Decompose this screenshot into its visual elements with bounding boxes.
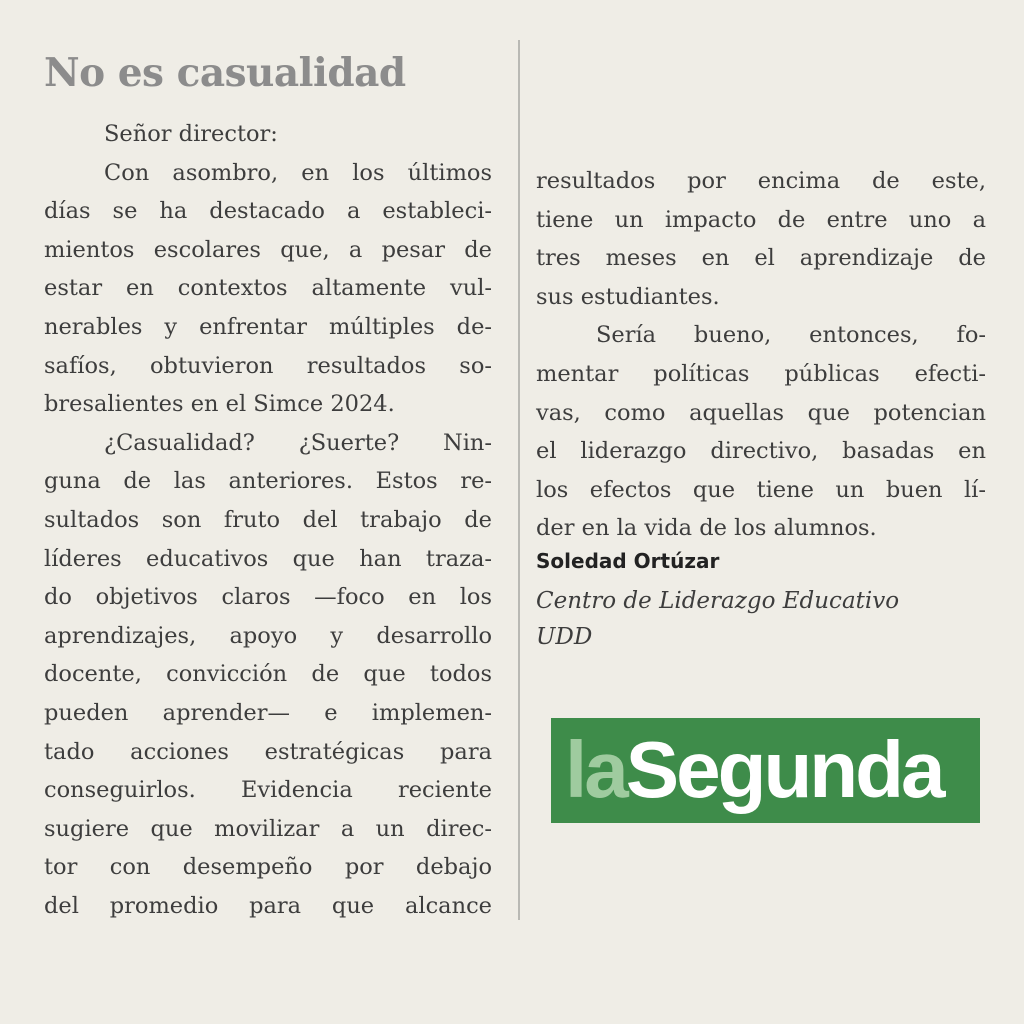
article-text-line: nerables y enfrentar múltiples de- — [44, 314, 492, 340]
article-text-line: tor con desempeño por debajo — [44, 854, 492, 881]
la-segunda-logo — [551, 718, 980, 823]
article-text-line: ¿Casualidad? ¿Suerte? Nin- — [104, 429, 492, 456]
article-text-line: los efectos que tiene un buen lí- — [536, 476, 986, 503]
article-text-line: safíos, obtuvieron resultados so- — [44, 352, 492, 379]
article-text-line: tiene un impacto de entre uno a — [536, 206, 986, 233]
article-text-line: vas, como aquellas que potencian — [536, 399, 986, 426]
article-text-line: Con asombro, en los últimos — [104, 159, 492, 186]
article-text-line: guna de las anteriores. Estos re- — [44, 468, 492, 495]
article-text-line: docente, convicción de que todos — [44, 661, 492, 688]
article-text-line: Sería bueno, entonces, fo- — [596, 322, 986, 349]
article-text-line: conseguirlos. Evidencia reciente — [44, 777, 492, 804]
author-affiliation-line: UDD — [536, 624, 593, 650]
article-text-line: der en la vida de los alumnos. — [536, 515, 877, 542]
article-text-line: bresalientes en el Simce 2024. — [44, 391, 395, 418]
author-affiliation-line: Centro de Liderazgo Educativo — [536, 588, 900, 614]
article-text-line: estar en contextos altamente vul- — [44, 275, 492, 302]
article-text-line: mientos escolares que, a pesar de — [44, 236, 492, 263]
article-text-line: Señor director: — [104, 121, 278, 147]
article-text-line: sus estudiantes. — [536, 283, 720, 310]
logo-segunda: Segunda — [625, 725, 943, 814]
article-text-line: días se ha destacado a estableci- — [44, 198, 492, 225]
column-divider — [518, 40, 520, 920]
article-text-line: resultados por encima de este, — [536, 168, 986, 194]
article-text-line: do objetivos claros —foco en los — [44, 584, 492, 611]
article-text-line: líderes educativos que han traza- — [44, 545, 492, 572]
article-text-line: tado acciones estratégicas para — [44, 738, 492, 765]
article-text-line: del promedio para que alcance — [44, 893, 492, 919]
logo-wordmark — [565, 720, 943, 820]
article-text-line: sultados son fruto del trabajo de — [44, 507, 492, 533]
article-text-line: el liderazgo directivo, basadas en — [536, 438, 986, 465]
logo-la: la — [565, 725, 626, 814]
article-text-line: sugiere que movilizar a un direc- — [44, 815, 492, 842]
article-text-line: tres meses en el aprendizaje de — [536, 245, 986, 272]
article-text-line: pueden aprender— e implemen- — [44, 700, 492, 726]
article-text-line: aprendizajes, apoyo y desarrollo — [44, 622, 492, 649]
author-name: Soledad Ortúzar — [536, 549, 720, 573]
article-headline: No es casualidad — [44, 50, 406, 96]
article-text-line: mentar políticas públicas efecti- — [536, 361, 986, 387]
